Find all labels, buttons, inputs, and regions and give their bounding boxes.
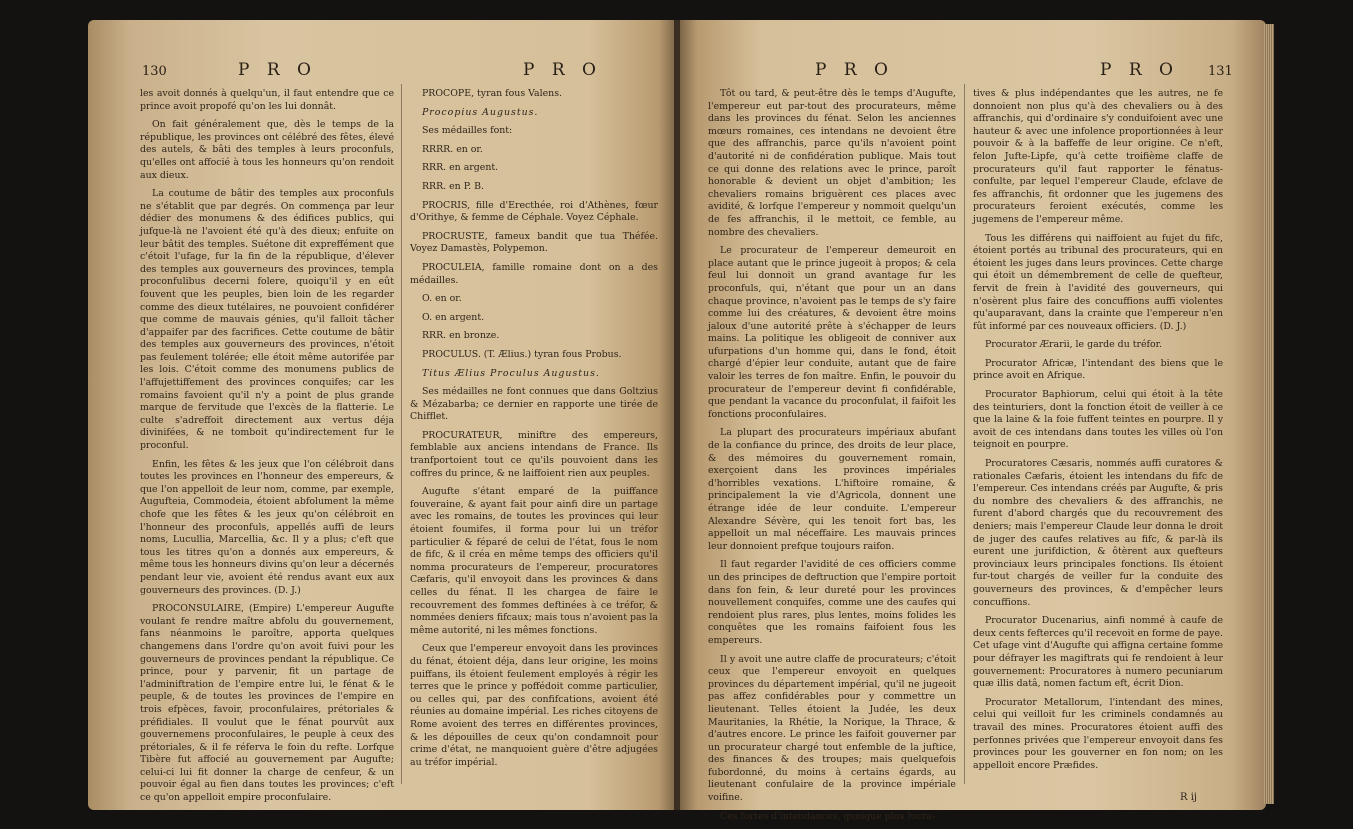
entry: RRR. en P. B. xyxy=(422,180,484,192)
paragraph: Procuratores Cæsaris, nommés auffi curatores & rationales Cæfaris, étoient les intendans du fifc de l'empereur. Ces intendans créés par Augufte, & pris du nombre des chevaliers & des affranchis, ne furent d'abord chargés que du recouvrement des deniers; mais l'empereur Claude leur donna le droit de juger des caufes relatives au fifc, & par-là ils eurent une jurifdiction, & ôtèrent aux quefteurs provinciaux leurs principales fonctions. Ils étoient fur-tout chargés de veiller fur la conduite des gouverneurs des provinces, & d'empêcher leurs concuffions. xyxy=(973,458,1223,608)
paragraph: Ces fortes d'intendances, quoique plus lucra- xyxy=(720,810,935,822)
paragraph: Procurator Ducenarius, ainfi nommé à caufe de deux cents fefterces qu'il recevoit en forme de paye. Cet ufage vint d'Augufte qui affigna certaine fomme pour défrayer les magiftrats qui fe rendoient à leur gouvernement: Procuratores à numero pecuniarum quæ illis datâ, nomen factum eft, écrit Dion. xyxy=(973,615,1223,690)
paragraph: tives & plus indépendantes que les autres, ne fe donnoient non plus qu'à des chevaliers ou à des affranchis, qui d'ordinaire s'y conduifoient avec une hauteur & avec une infolence proportionnées à leur pouvoir & à la baffeffe de leur origine. Ce n'eft, felon Jufte-Lipfe, qu'à cette troifième claffe de procurateurs qu'il faut rapporter le fénatus-confulte, par lequel l'empereur Claude, efclave de fes affranchis, fit ordonner que les jugemens des procurateurs feroient exécutés, comme les jugemens de l'empereur même. xyxy=(973,88,1223,225)
paragraph: Procurator Metallorum, l'intendant des mines, celui qui veilloit fur les criminels condamnés au travail des mines. Procuratores étoient auffi des perfonnes privées que l'empereur envoyoit dans fes provinces pour les gouverner en fon nom; on les appelloit encore Præfides. xyxy=(973,696,1223,771)
entry: PROCOPE, tyran fous Valens. xyxy=(422,88,562,99)
entry: RRRR. en or. xyxy=(422,143,483,155)
column-rule xyxy=(964,84,965,784)
entry: O. en or. xyxy=(422,293,462,305)
paragraph: les avoit donnés à quelqu'un, il faut entendre que ce prince avoit propofé qu'on les lui donnât. xyxy=(140,88,394,112)
running-head: P R O xyxy=(815,60,894,80)
paragraph: PROCURATEUR, miniftre des empereurs, femblable aux anciens intendans de France. Ils tranfportoient tout ce qu'ils pouvoient dans les coffres du prince, & ne laiffoient rien aux peuples. xyxy=(410,429,658,479)
paragraph: Procurator Africæ, l'intendant des biens que le prince avoit en Afrique. xyxy=(973,357,1223,382)
paragraph: Ses médailles ne font connues que dans Goltzius & Mézabarba; ce dernier en rapporte une tirée de Chifflet. xyxy=(410,386,658,423)
page-number: 131 xyxy=(1208,64,1233,79)
paragraph: Tous les différens qui naiffoient au fujet du fifc, étoient portés au tribunal des procurateurs, qui en étoient les juges dans leurs provinces. Cette charge qui étoit un démembrement de celle de quefteur, fervit de frein à l'avidité des gouverneurs, qui n'osèrent plus faire des concuffions auffi violentes qu'auparavant, dans la crainte que l'empereur n'en fût informé par ces nouveaux officiers. (D. J.) xyxy=(973,232,1223,332)
paragraph: PROCRIS, fille d'Erecthée, roi d'Athènes, fœur d'Orithye, & femme de Céphale. Voyez Céphale. xyxy=(410,199,658,224)
column-rule xyxy=(401,84,402,784)
signature-mark: R ij xyxy=(1180,792,1198,803)
text-column-2 xyxy=(973,88,1223,778)
paragraph: PROCONSULAIRE, (Empire) L'empereur Augufte voulant fe rendre maître abfolu du gouvernement, fans néanmoins le paroître, apporta quelques changemens dans l'ordre qu'on avoit fuivi pour les gouverneurs de provinces pendant la république. Ce prince, pour y parvenir, fit un partage de l'adminiftration de l'empire entre lui, le fénat & le peuple, & de toutes les provinces de l'empire en trois efpèces, favoir, proconfulaires, prétoriales & préfidiales. Il voulut que le fénat pourvût aux gouvernemens proconfulaires, le peuple à ceux des prétoriales, & il fe réferva le foin du refte. Lorfque Tibère fut affocié au gouvernement par Augufte; celui-ci lui fit donner la charge de cenfeur, & un pouvoir égal au fien dans toutes les provinces; c'eft ce qu'on appelloit empire proconfulaire. xyxy=(140,603,394,804)
paragraph: PROCULEIA, famille romaine dont on a des médailles. xyxy=(410,261,658,286)
paragraph: Le procurateur de l'empereur demeuroit en place autant que le prince jugeoit à propos; & cela feul lui donnoit un grand avantage fur les proconfuls, qui, n'étant que pour un an dans chaque province, n'avoient pas le temps de s'y faire comme lui des créatures, & devoient être moins jaloux d'une autorité prête à s'échapper de leurs mains. La politique les obligeoit de conniver aux ufurpations d'un homme qui, dans le fond, étoit chargé d'épier leur conduite, autant que de faire valoir les terres de fon maître. Enfin, le pouvoir du procurateur de l'empereur devint fi confidérable, que pendant la vacance du proconfulat, il faifoit les fonctions proconfulaires. xyxy=(708,245,956,420)
text-column-2 xyxy=(410,88,658,775)
entry: Ses médailles font: xyxy=(422,125,513,137)
text-column-1 xyxy=(708,88,956,829)
paragraph: Procurator Baphiorum, celui qui étoit à la tête des teinturiers, dont la fonction étoit de veiller à ce que la laine & la foie fuffent teintes en pourpre. Il y avoit de ces intendans dans toutes les villes où l'on teignoit en pourpre. xyxy=(973,389,1223,451)
entry: RRR. en argent. xyxy=(422,162,499,174)
paragraph: La plupart des procurateurs impériaux abufant de la confiance du prince, des droits de leur place, & des mémoires du gouvernement romain, exerçoient dans les provinces impériales d'horribles vexations. L'hiftoire romaine, & principalement la vie d'Agricola, donnent une étrange idée de leur conduite. L'empereur Alexandre Sévère, qui les tenoit fort bas, les appelloit un mal néceffaire. Les mauvais princes leur donnoient prefque toujours raifon. xyxy=(708,427,956,552)
paragraph: Procurator Ærarii, le garde du tréfor. xyxy=(985,339,1163,351)
page-edges xyxy=(1264,24,1274,804)
entry: RRR. en bronze. xyxy=(422,330,500,342)
paragraph: On fait généralement que, dès le temps de la république, les provinces ont célébré des fêtes, élevé des autels, & bâti des temples à leurs proconfuls, qu'elles ont affocié à tous les honneurs qu'on rendoit aux dieux. xyxy=(140,119,394,181)
entry: Titus Ælius Proculus Augustus. xyxy=(422,367,600,379)
paragraph: Ceux que l'empereur envoyoit dans les provinces du fénat, étoient déja, dans leur origine, les moins puiffans, ils étoient feulement employés à régir les terres que le prince y poffédoit comme particulier, ou celles qui, par des confifcations, avoient été réunies au domaine impérial. Les riches citoyens de Rome avoient des terres en différentes provinces, & les dépouilles de ceux qu'on condamnoit pour crime d'état, ne manquoient guère d'être adjugées au tréfor impérial. xyxy=(410,643,658,768)
entry: Procopius Augustus. xyxy=(422,106,539,118)
right-page xyxy=(680,20,1266,822)
page-number: 130 xyxy=(142,64,167,79)
paragraph: Augufte s'étant emparé de la puiffance fouveraine, & ayant fait pour ainfi dire un partage avec les romains, de toutes les provinces qui leur étoient foumifes, il forma pour lui un tréfor particulier & féparé de celui de l'état, fous le nom de fifc, & il créa en même temps des officiers qu'il nomma procurateurs de l'empereur, procuratores Cæfaris, qu'il envoyoit dans les provinces & dans celles du fénat. Il les chargea de faire le recouvrement des fommes deftinées à ce tréfor, & nommées deniers fifcaux; mais tous n'avoient pas la même autorité, ni les mêmes fonctions. xyxy=(410,486,658,636)
open-book xyxy=(88,20,1266,822)
paragraph: Enfin, les fêtes & les jeux que l'on célébroit dans toutes les provinces en l'honneur des empereurs, & que l'on appelloit de leur nom, comme, par exemple, Augufteia, Commodeia, étoient abfolument la même chofe que les fêtes & les jeux qu'on célébroit en l'honneur des proconfuls, appellés auffi de leurs noms, Lucullia, Marcellia, &c. Il y a plus; c'eft que tous les titres qu'on a donnés aux empereurs, & même tous les honneurs divins qu'on leur a décernés pendant leur vie, avoient été rendus avant eux aux gouverneurs des provinces. (D. J.) xyxy=(140,458,394,596)
running-head: P R O xyxy=(1100,60,1179,80)
paragraph: Il faut regarder l'avidité de ces officiers comme un des principes de deftruction que l'empire portoit dans fon fein, & leur dureté pour les provinces nouvellement conquifes, comme une des caufes qui rendoient plus rares, plus lentes, moins folides les conquêtes que les romains faifoient fous les empereurs. xyxy=(708,559,956,646)
left-page xyxy=(88,20,676,810)
text-column-1 xyxy=(140,88,394,811)
paragraph: Tôt ou tard, & peut-être dès le temps d'Augufte, l'empereur eut par-tout des procurateurs, même dans les provinces du fénat. Selon les anciennes mœurs romaines, ces intendans ne devoient être que des affranchis, parce qu'ils n'avoient point d'autorité ni de confidération publique. Mais tout ce qui donne des relations avec le prince, paroît honorable & devient un objet d'ambition; les chevaliers romains briguèrent ces places avec avidité, & lorfque l'empereur y nommoit quelqu'un de fes affranchis, il le mettoit, ce femble, au nombre des chevaliers. xyxy=(708,88,956,238)
running-head: P R O xyxy=(523,60,602,80)
paragraph: PROCRUSTE, fameux bandit que tua Théfée. Voyez Damastès, Polypemon. xyxy=(410,230,658,255)
paragraph: La coutume de bâtir des temples aux proconfuls ne s'établit que par degrés. On commença par leur dédier des monumens & des édifices publics, qui jufque-là ne l'avoient été qu'à des dieux; enfuite on leur bâtit des temples. Suétone dit expreffément que c'étoit l'ufage, fur la fin de la république, d'élever des temples aux gouverneurs des provinces, templa proconfulibus decerni folere, quoiqu'il y en eût fouvent que les peuples, bien loin de les regarder comme des dieux tutélaires, ne pouvoient confidérer que comme de mauvais génies, qu'il falloit tâcher d'appaifer par des facrifices. Cette coutume de bâtir des temples aux gouverneurs des provinces, n'étoit pas feulement tolérée; elle étoit même autorifée par les lois. C'étoit comme des monumens publics de l'affujettiffement des provinces conquifes; car les romains favoient qu'il n'y a point de plus grande marque de fervitude que l'excès de la flatterie. Le culte s'adreffoit directement aux vertus déja divinifées, & ne tomboit qu'indirectement fur le proconful. xyxy=(140,188,394,452)
paragraph: Il y avoit une autre claffe de procurateurs; c'étoit ceux que l'empereur envoyoit en quelques provinces du département impérial, qu'il ne jugeoit pas affez confidérables pour y commettre un lieutenant. Telles étoient la Judée, les deux Mauritanies, la Rhétie, la Norique, la Thrace, & d'autres encore. Le prince les faifoit gouverner par un procurateur chargé tout enfemble de la juftice, des finances & des troupes; mais quelquefois fubordonné, du moins à certains égards, au lieutenant confulaire de la province impériale voifine. xyxy=(708,653,956,804)
entry: O. en argent. xyxy=(422,311,485,323)
running-head: P R O xyxy=(238,60,317,80)
paragraph: PROCULUS. (T. Ælius.) tyran fous Probus. xyxy=(422,348,622,360)
